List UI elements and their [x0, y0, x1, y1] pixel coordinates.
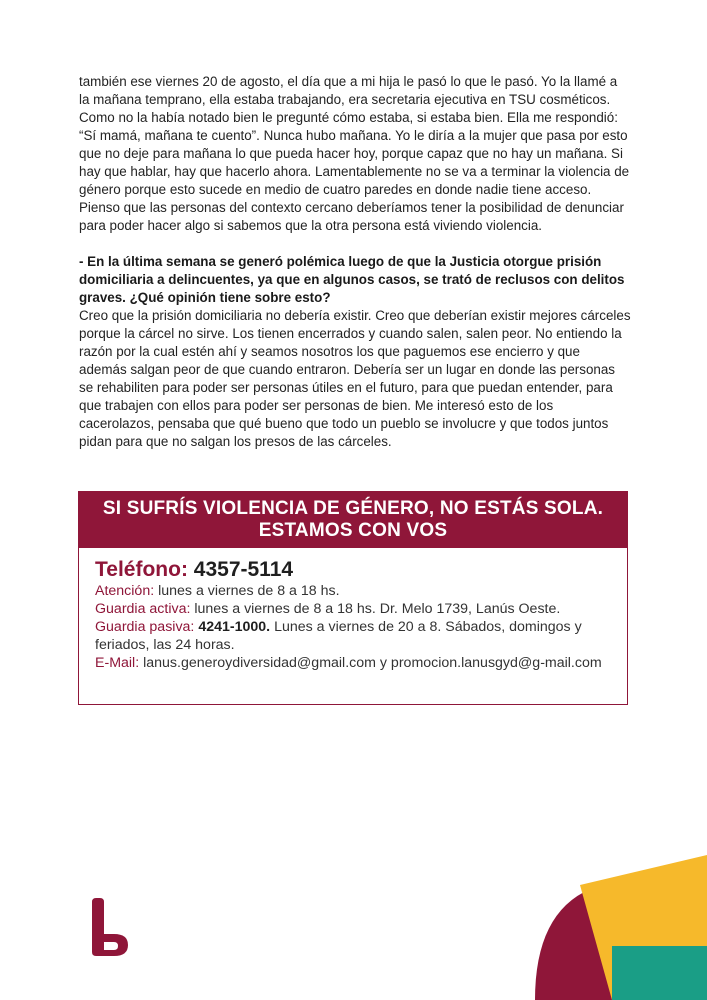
maroon-shape	[535, 880, 707, 1000]
article-body	[79, 73, 631, 451]
attention-row	[95, 582, 611, 600]
phone-line	[95, 558, 611, 582]
email-row	[95, 654, 611, 672]
interview-answer: Creo que la prisión domiciliaria no debería existir. Creo que deberían existir mejores cárceles porque la cárcel no sirve. Los tienen encerrados y cuando salen, salen peor. No entiendo la razón por la cual estén ahí y seamos nosotros los que paguemos ese encierro y que además salgan peor de que cuando entraron. Debería ser un lugar en donde las personas se rehabiliten para poder ser personas útiles en el futuro, para que puedan entender, para que trabajen con ellos para poder ser personas de bien. Me interesó esto de los cacerolazos, pensaba que qué bueno que todo un pueblo se involucre y que todos juntos pidan para que no salgan los presos de las cárceles.	[79, 308, 631, 449]
yellow-shape	[580, 855, 707, 1000]
help-contact-details	[79, 548, 627, 672]
passive-guard-label: Guardia pasiva:	[95, 619, 195, 635]
phone-label: Teléfono:	[95, 558, 188, 581]
active-guard-text: lunes a viernes de 8 a 18 hs. Dr. Melo 1739, Lanús Oeste.	[194, 601, 561, 617]
banner-line-2: ESTAMOS CON VOS	[258, 520, 448, 541]
help-info-box	[78, 491, 628, 705]
passive-guard-number[interactable]: 4241-1000.	[198, 619, 271, 635]
attention-label: Atención:	[95, 583, 155, 599]
interview-question: - En la última semana se generó polémica luego de que la Justicia otorgue prisión domiciliaria a delincuentes, ya que en algunos casos, se trató de reclusos con delitos graves. ¿Qué opinión tiene sobre esto?	[79, 254, 625, 305]
email-text[interactable]: lanus.generoydiversidad@gmail.com y promocion.lanusgyd@g-mail.com	[143, 655, 602, 671]
article-paragraph: también ese viernes 20 de agosto, el día que a mi hija le pasó lo que le pasó. Yo la llamé a la mañana temprano, ella estaba trabajando, era secretaria ejecutiva en TSU cosméticos. Como no la había notado bien le pregunté cómo estaba, si estaba bien. Ella me respondió: “Sí mamá, mañana te cuento”. Nunca hubo mañana. Yo le diría a la mujer que pasa por esto que no deje para mañana lo que pueda hacer hoy, porque capaz que no hay un mañana. Si hay que hablar, hay que hacerlo ahora. Lamentablemente no se va a terminar la violencia de género porque esto sucede en medio de cuatro paredes en donde nadie tiene acceso. Pienso que las personas del contexto cercano deberíamos tener la posibilidad de denunciar para poder hacer algo si sabemos que la otra persona está viviendo violencia.	[79, 74, 630, 233]
phone-number[interactable]: 4357-5114	[193, 558, 294, 581]
active-guard-row	[95, 600, 611, 618]
paragraph-gap	[79, 235, 631, 253]
banner-line-1: SI SUFRÍS VIOLENCIA DE GÉNERO, NO ESTÁS SOLA.	[102, 498, 604, 519]
active-guard-label: Guardia activa:	[95, 601, 191, 617]
passive-guard-text: Lunes a viernes de 20 a 8. Sábados, domingos y feriados, las 24 horas.	[95, 619, 582, 653]
lanus-logo-icon	[88, 898, 128, 956]
attention-text: lunes a viernes de 8 a 18 hs.	[158, 583, 340, 599]
email-label: E-Mail:	[95, 655, 140, 671]
passive-guard-row	[95, 618, 611, 654]
help-banner	[79, 492, 627, 548]
green-shape	[612, 946, 707, 1000]
